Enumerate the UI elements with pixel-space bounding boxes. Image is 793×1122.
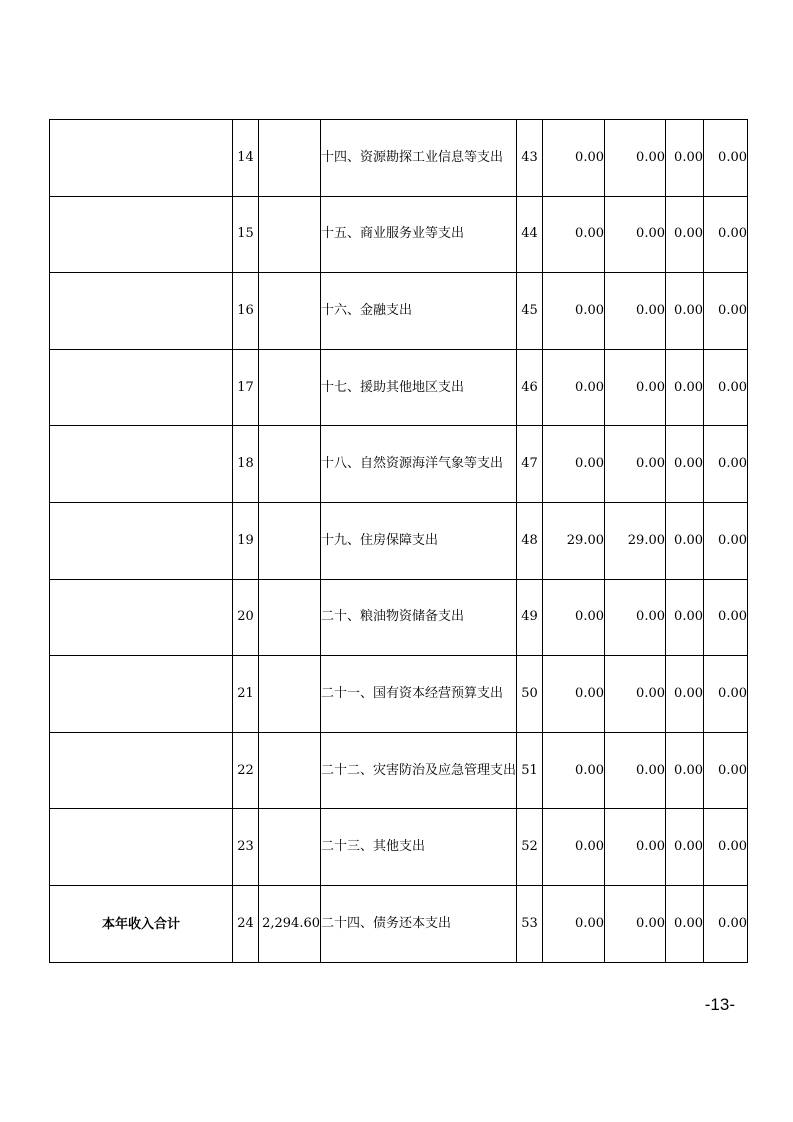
table-row bbox=[50, 196, 748, 273]
expense-total: 29.00 bbox=[543, 502, 605, 579]
expense-line-no-text: 49 bbox=[521, 609, 538, 625]
income-line-no-text: 23 bbox=[237, 839, 254, 855]
expense-total: 0.00 bbox=[543, 656, 605, 733]
expense-item: 十六、金融支出 bbox=[321, 273, 517, 350]
budget-table bbox=[49, 119, 748, 963]
income-amount bbox=[259, 196, 321, 273]
expense-total: 0.00 bbox=[543, 809, 605, 886]
expense-fund-text: 0.00 bbox=[674, 302, 703, 318]
income-line-no-text: 24 bbox=[237, 915, 254, 931]
income-label bbox=[50, 809, 233, 886]
table-row bbox=[50, 809, 748, 886]
expense-line-no bbox=[517, 809, 543, 886]
expense-state-cap bbox=[704, 120, 748, 197]
expense-fund bbox=[666, 273, 704, 350]
expense-fund-text: 0.00 bbox=[674, 149, 703, 165]
income-label bbox=[50, 273, 233, 350]
expense-state-cap bbox=[704, 732, 748, 809]
expense-line-no-text: 51 bbox=[521, 762, 538, 778]
income-line-no-text: 17 bbox=[237, 379, 254, 395]
income-line-no bbox=[233, 273, 259, 350]
income-line-no-text: 16 bbox=[237, 302, 254, 318]
table-row bbox=[50, 349, 748, 426]
expense-fund bbox=[666, 426, 704, 503]
expense-line-no bbox=[517, 502, 543, 579]
income-line-no-text: 22 bbox=[237, 762, 254, 778]
table-row bbox=[50, 579, 748, 656]
income-label bbox=[50, 426, 233, 503]
expense-item: 二十、粮油物资储备支出 bbox=[321, 579, 517, 656]
expense-state-cap bbox=[704, 656, 748, 733]
expense-line-no-text: 45 bbox=[521, 302, 538, 318]
expense-state-cap-text: 0.00 bbox=[718, 532, 747, 548]
income-line-no-text: 20 bbox=[237, 609, 254, 625]
expense-line-no-text: 53 bbox=[521, 915, 538, 931]
expense-item: 十四、资源勘探工业信息等支出 bbox=[321, 120, 517, 197]
expense-state-cap-text: 0.00 bbox=[718, 149, 747, 165]
expense-total: 0.00 bbox=[543, 273, 605, 350]
table-row bbox=[50, 732, 748, 809]
expense-line-no-text: 50 bbox=[521, 685, 538, 701]
income-amount bbox=[259, 809, 321, 886]
expense-state-cap-text: 0.00 bbox=[718, 762, 747, 778]
table-row bbox=[50, 656, 748, 733]
table-row bbox=[50, 502, 748, 579]
expense-fund-text: 0.00 bbox=[674, 609, 703, 625]
expense-item: 十八、自然资源海洋气象等支出 bbox=[321, 426, 517, 503]
expense-state-cap-text: 0.00 bbox=[718, 226, 747, 242]
expense-fund bbox=[666, 196, 704, 273]
expense-fund-text: 0.00 bbox=[674, 226, 703, 242]
expense-state-cap-text: 0.00 bbox=[718, 839, 747, 855]
expense-item: 二十四、债务还本支出 bbox=[321, 885, 517, 962]
expense-fund-text: 0.00 bbox=[674, 762, 703, 778]
income-line-no bbox=[233, 120, 259, 197]
expense-line-no-text: 52 bbox=[521, 839, 538, 855]
expense-general: 0.00 bbox=[605, 120, 666, 197]
income-line-no bbox=[233, 579, 259, 656]
income-amount bbox=[259, 579, 321, 656]
income-amount bbox=[259, 120, 321, 197]
expense-general: 0.00 bbox=[605, 426, 666, 503]
income-line-no bbox=[233, 656, 259, 733]
expense-total: 0.00 bbox=[543, 579, 605, 656]
expense-state-cap bbox=[704, 196, 748, 273]
expense-state-cap-text: 0.00 bbox=[718, 609, 747, 625]
expense-line-no bbox=[517, 656, 543, 733]
expense-line-no bbox=[517, 579, 543, 656]
income-line-no bbox=[233, 502, 259, 579]
income-line-no bbox=[233, 349, 259, 426]
income-line-no-text: 21 bbox=[237, 685, 254, 701]
expense-state-cap-text: 0.00 bbox=[718, 456, 747, 472]
income-line-no bbox=[233, 885, 259, 962]
expense-general: 0.00 bbox=[605, 885, 666, 962]
expense-state-cap bbox=[704, 502, 748, 579]
expense-state-cap bbox=[704, 426, 748, 503]
income-line-no bbox=[233, 809, 259, 886]
expense-fund-text: 0.00 bbox=[674, 379, 703, 395]
expense-item: 十九、住房保障支出 bbox=[321, 502, 517, 579]
expense-fund-text: 0.00 bbox=[674, 915, 703, 931]
income-amount bbox=[259, 502, 321, 579]
expense-line-no bbox=[517, 732, 543, 809]
income-amount bbox=[259, 732, 321, 809]
income-label: 本年收入合计 bbox=[50, 885, 233, 962]
expense-general: 29.00 bbox=[605, 502, 666, 579]
expense-line-no-text: 48 bbox=[521, 532, 538, 548]
income-amount bbox=[259, 426, 321, 503]
expense-state-cap-text: 0.00 bbox=[718, 302, 747, 318]
expense-fund bbox=[666, 656, 704, 733]
expense-general: 0.00 bbox=[605, 579, 666, 656]
income-label bbox=[50, 502, 233, 579]
expense-item: 二十二、灾害防治及应急管理支出 bbox=[321, 732, 517, 809]
income-amount bbox=[259, 349, 321, 426]
income-line-no bbox=[233, 426, 259, 503]
expense-state-cap bbox=[704, 579, 748, 656]
income-label bbox=[50, 120, 233, 197]
expense-fund bbox=[666, 732, 704, 809]
expense-fund-text: 0.00 bbox=[674, 839, 703, 855]
expense-line-no bbox=[517, 273, 543, 350]
expense-line-no bbox=[517, 120, 543, 197]
expense-state-cap bbox=[704, 809, 748, 886]
expense-line-no bbox=[517, 349, 543, 426]
expense-state-cap bbox=[704, 349, 748, 426]
expense-total: 0.00 bbox=[543, 120, 605, 197]
income-label bbox=[50, 196, 233, 273]
expense-total: 0.00 bbox=[543, 349, 605, 426]
expense-general: 0.00 bbox=[605, 273, 666, 350]
expense-fund bbox=[666, 809, 704, 886]
expense-total: 0.00 bbox=[543, 196, 605, 273]
expense-general: 0.00 bbox=[605, 732, 666, 809]
income-amount bbox=[259, 656, 321, 733]
expense-line-no bbox=[517, 426, 543, 503]
expense-line-no-text: 44 bbox=[521, 226, 538, 242]
expense-item: 二十一、国有资本经营预算支出 bbox=[321, 656, 517, 733]
expense-state-cap-text: 0.00 bbox=[718, 685, 747, 701]
expense-line-no-text: 43 bbox=[521, 149, 538, 165]
expense-line-no-text: 47 bbox=[521, 456, 538, 472]
expense-fund bbox=[666, 502, 704, 579]
expense-total: 0.00 bbox=[543, 732, 605, 809]
expense-line-no bbox=[517, 885, 543, 962]
expense-fund-text: 0.00 bbox=[674, 456, 703, 472]
income-line-no-text: 18 bbox=[237, 456, 254, 472]
expense-state-cap-text: 0.00 bbox=[718, 915, 747, 931]
expense-general: 0.00 bbox=[605, 656, 666, 733]
expense-line-no bbox=[517, 196, 543, 273]
expense-item: 十五、商业服务业等支出 bbox=[321, 196, 517, 273]
income-label bbox=[50, 656, 233, 733]
income-amount bbox=[259, 273, 321, 350]
expense-item: 二十三、其他支出 bbox=[321, 809, 517, 886]
expense-fund bbox=[666, 349, 704, 426]
expense-general: 0.00 bbox=[605, 809, 666, 886]
expense-fund bbox=[666, 120, 704, 197]
table-row bbox=[50, 273, 748, 350]
table-body bbox=[50, 120, 748, 963]
expense-state-cap-text: 0.00 bbox=[718, 379, 747, 395]
expense-general: 0.00 bbox=[605, 196, 666, 273]
expense-total: 0.00 bbox=[543, 426, 605, 503]
income-label bbox=[50, 349, 233, 426]
expense-fund bbox=[666, 885, 704, 962]
income-line-no-text: 15 bbox=[237, 226, 254, 242]
income-label bbox=[50, 579, 233, 656]
expense-total: 0.00 bbox=[543, 885, 605, 962]
expense-fund bbox=[666, 579, 704, 656]
income-label bbox=[50, 732, 233, 809]
expense-state-cap bbox=[704, 273, 748, 350]
expense-fund-text: 0.00 bbox=[674, 532, 703, 548]
expense-fund-text: 0.00 bbox=[674, 685, 703, 701]
table-row bbox=[50, 426, 748, 503]
income-line-no-text: 14 bbox=[237, 149, 254, 165]
expense-general: 0.00 bbox=[605, 349, 666, 426]
table-row bbox=[50, 885, 748, 962]
expense-line-no-text: 46 bbox=[521, 379, 538, 395]
expense-state-cap bbox=[704, 885, 748, 962]
income-line-no bbox=[233, 196, 259, 273]
expense-item: 十七、援助其他地区支出 bbox=[321, 349, 517, 426]
income-line-no bbox=[233, 732, 259, 809]
table-row bbox=[50, 120, 748, 197]
income-line-no-text: 19 bbox=[237, 532, 254, 548]
income-amount: 2,294.60 bbox=[259, 885, 321, 962]
page-number: -13- bbox=[704, 995, 735, 1014]
